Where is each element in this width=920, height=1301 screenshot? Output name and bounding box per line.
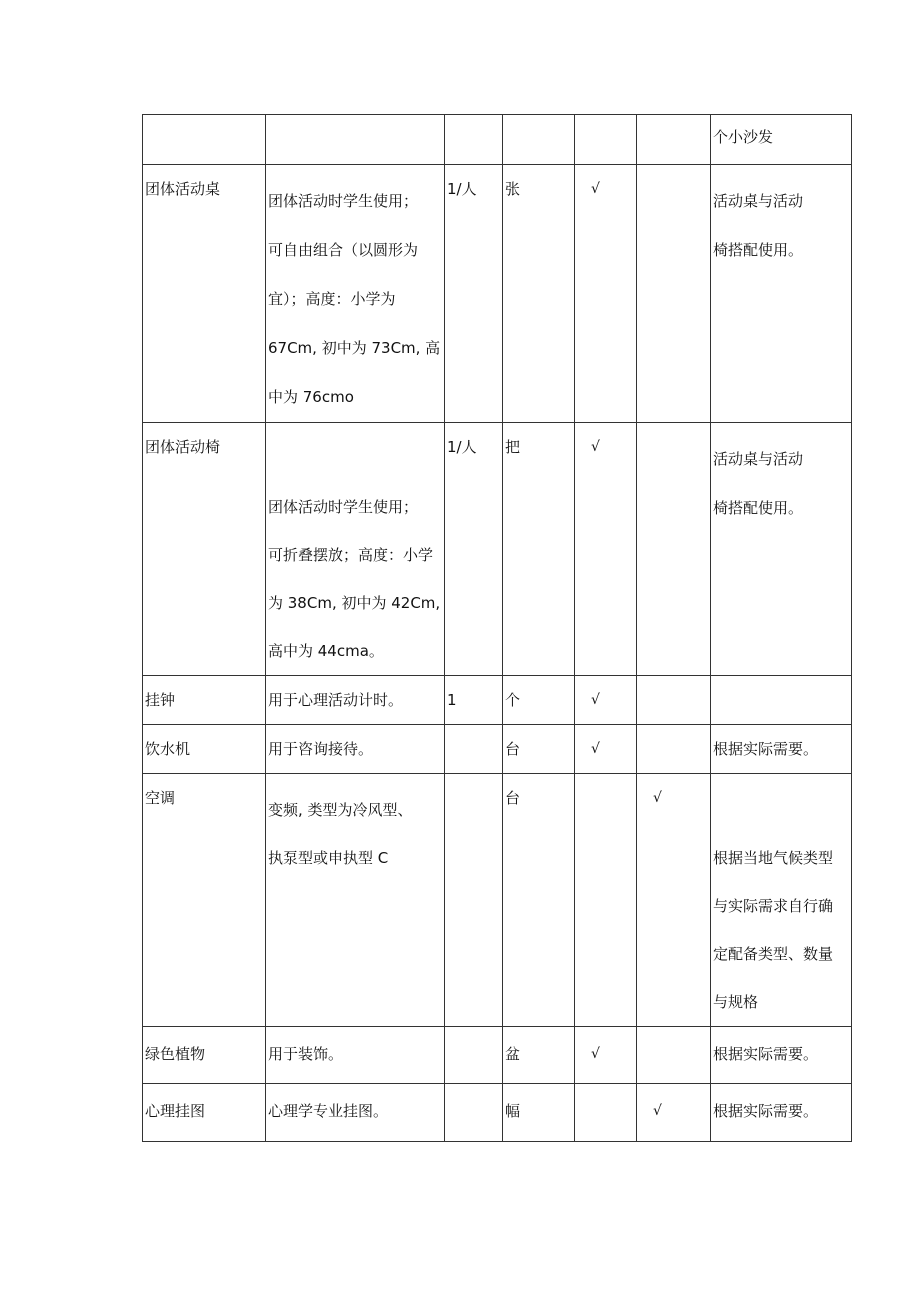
item-description-line (268, 435, 443, 483)
check-mark-optional (637, 423, 710, 435)
item-description-line: 67Cm, 初中为 73Cm, 高 (268, 339, 441, 357)
item-unit-cell (503, 725, 575, 774)
item-description-line: 团体活动时学生使用； (268, 498, 419, 516)
item-note-line: 根据实际需要。 (713, 1045, 819, 1063)
item-description (266, 1084, 444, 1123)
item-description-line: 为 38Cm, 初中为 42Cm, (268, 594, 441, 612)
item-description (266, 115, 444, 125)
check-mark-basic (575, 115, 636, 125)
check-mark-optional (637, 165, 710, 177)
check-mark-optional: √ (653, 790, 662, 806)
item-name-cell (143, 725, 266, 774)
item-quantity-cell (445, 774, 503, 1027)
item-description-line: 可折叠摆放；高度：小学 (268, 546, 434, 564)
item-name-cell (143, 423, 266, 676)
item-quantity (445, 1027, 502, 1042)
check-mark-basic: √ (591, 741, 600, 757)
check-mark-basic-cell (575, 774, 637, 1027)
check-mark-basic (575, 1084, 636, 1099)
item-note-line: 椅搭配使用。 (713, 241, 804, 259)
item-description-cell (266, 774, 445, 1027)
item-description (266, 676, 444, 712)
item-note (711, 1027, 851, 1066)
item-description-line: 执泵型或申执型 C (268, 849, 389, 867)
item-unit-cell (503, 1027, 575, 1084)
item-description-line: 心理学专业挂图。 (268, 1102, 389, 1120)
item-name-cell (143, 1027, 266, 1084)
item-note-cell (711, 115, 852, 165)
item-note-cell (711, 165, 852, 423)
item-quantity (445, 115, 502, 125)
item-name: 绿色植物 (145, 1045, 206, 1063)
item-note-line (713, 786, 850, 834)
check-mark-basic: √ (591, 692, 600, 708)
check-mark-optional (637, 676, 710, 688)
check-mark-basic (575, 774, 636, 786)
item-name-cell (143, 774, 266, 1027)
item-name: 团体活动椅 (145, 438, 221, 456)
item-description-cell (266, 165, 445, 423)
table-row (143, 1084, 852, 1142)
check-mark-basic: √ (591, 181, 600, 197)
item-description-line: 变频, 类型为冷风型、 (268, 801, 413, 819)
table-row (143, 676, 852, 725)
item-unit: 把 (505, 438, 521, 456)
check-mark-optional-cell (637, 774, 711, 1027)
item-note-cell (711, 423, 852, 676)
item-note (711, 115, 851, 149)
check-mark-optional-cell (637, 725, 711, 774)
item-description-line: 中为 76cmo (268, 388, 354, 406)
check-mark-optional (637, 115, 710, 125)
item-quantity-cell (445, 423, 503, 676)
check-mark-optional-cell (637, 1027, 711, 1084)
item-unit-cell (503, 423, 575, 676)
item-quantity-cell (445, 1027, 503, 1084)
item-unit: 张 (505, 180, 521, 198)
item-note (711, 423, 851, 533)
item-name: 团体活动桌 (145, 180, 221, 198)
item-description (266, 423, 444, 675)
item-note-line: 根据当地气候类型 (713, 849, 834, 867)
item-description (266, 165, 444, 422)
item-note-line: 与规格 (713, 993, 759, 1011)
check-mark-basic-cell (575, 676, 637, 725)
item-note-line: 个小沙发 (713, 128, 774, 146)
check-mark-optional-cell (637, 676, 711, 725)
item-description-line: 用于咨询接待。 (268, 740, 374, 758)
check-mark-basic-cell (575, 1084, 637, 1142)
item-description (266, 774, 444, 882)
item-quantity-cell (445, 1084, 503, 1142)
check-mark-optional-cell (637, 423, 711, 676)
check-mark-optional-cell (637, 115, 711, 165)
check-mark-basic-cell (575, 423, 637, 676)
item-note (711, 774, 851, 1026)
check-mark-basic: √ (591, 439, 600, 455)
check-mark-optional (637, 1027, 710, 1042)
table-row (143, 725, 852, 774)
item-description (266, 725, 444, 761)
equipment-table (142, 114, 852, 1142)
item-note-line: 根据实际需要。 (713, 740, 819, 758)
item-note-cell (711, 1027, 852, 1084)
item-description-cell (266, 1027, 445, 1084)
item-unit: 个 (505, 691, 521, 709)
item-description-line: 用于心理活动计时。 (268, 691, 404, 709)
item-description-line: 高中为 44cma。 (268, 642, 384, 660)
item-unit-cell (503, 676, 575, 725)
item-note (711, 676, 851, 688)
item-unit-cell (503, 774, 575, 1027)
item-quantity: 1/人 (447, 438, 477, 456)
item-name-cell (143, 115, 266, 165)
item-description-line: 团体活动时学生使用； (268, 192, 419, 210)
item-unit-cell (503, 1084, 575, 1142)
item-unit-cell (503, 115, 575, 165)
item-name: 挂钟 (145, 691, 176, 709)
item-quantity: 1 (447, 691, 457, 709)
table-row (143, 115, 852, 165)
check-mark-optional-cell (637, 165, 711, 423)
item-name: 饮水机 (145, 740, 191, 758)
item-name-cell (143, 165, 266, 423)
item-description-line: 宜）；高度：小学为 (268, 290, 396, 308)
check-mark-basic-cell (575, 725, 637, 774)
item-note-line: 定配备类型、数量 (713, 945, 834, 963)
item-quantity (445, 774, 502, 786)
item-quantity (445, 725, 502, 737)
check-mark-basic-cell (575, 165, 637, 423)
item-note-cell (711, 1084, 852, 1142)
item-note-cell (711, 725, 852, 774)
table-row (143, 1027, 852, 1084)
item-description-cell (266, 1084, 445, 1142)
item-quantity-cell (445, 676, 503, 725)
item-description-cell (266, 423, 445, 676)
item-quantity-cell (445, 115, 503, 165)
item-description-line: 用于装饰。 (268, 1045, 344, 1063)
item-note-line: 活动桌与活动 (713, 450, 804, 468)
table-row (143, 423, 852, 676)
item-quantity (445, 1084, 502, 1099)
item-note (711, 165, 851, 275)
item-name-cell (143, 676, 266, 725)
check-mark-optional-cell (637, 1084, 711, 1142)
item-unit: 盆 (505, 1045, 521, 1063)
item-quantity-cell (445, 725, 503, 774)
item-description-line: 可自由组合（以圆形为 (268, 241, 419, 259)
item-quantity-cell (445, 165, 503, 423)
item-note-line: 根据实际需要。 (713, 1102, 819, 1120)
item-note-line: 椅搭配使用。 (713, 499, 804, 517)
item-note-line: 与实际需求自行确 (713, 897, 834, 915)
item-description-cell (266, 676, 445, 725)
item-note (711, 1084, 851, 1123)
item-unit: 台 (505, 789, 521, 807)
item-note (711, 725, 851, 761)
item-unit-cell (503, 165, 575, 423)
item-note-line: 活动桌与活动 (713, 192, 804, 210)
table-row (143, 774, 852, 1027)
item-quantity: 1/人 (447, 180, 477, 198)
item-note-cell (711, 676, 852, 725)
check-mark-optional: √ (653, 1103, 662, 1119)
item-name: 空调 (145, 789, 176, 807)
item-unit (503, 115, 574, 125)
item-description-cell (266, 725, 445, 774)
check-mark-basic-cell (575, 1027, 637, 1084)
item-name-cell (143, 1084, 266, 1142)
check-mark-optional (637, 725, 710, 737)
item-description-cell (266, 115, 445, 165)
check-mark-basic-cell (575, 115, 637, 165)
table-row (143, 165, 852, 423)
item-name: 心理挂图 (145, 1102, 206, 1120)
check-mark-basic: √ (591, 1046, 600, 1062)
item-name (143, 115, 265, 125)
item-unit: 幅 (505, 1102, 521, 1120)
item-unit: 台 (505, 740, 521, 758)
item-note-cell (711, 774, 852, 1027)
item-description (266, 1027, 444, 1066)
